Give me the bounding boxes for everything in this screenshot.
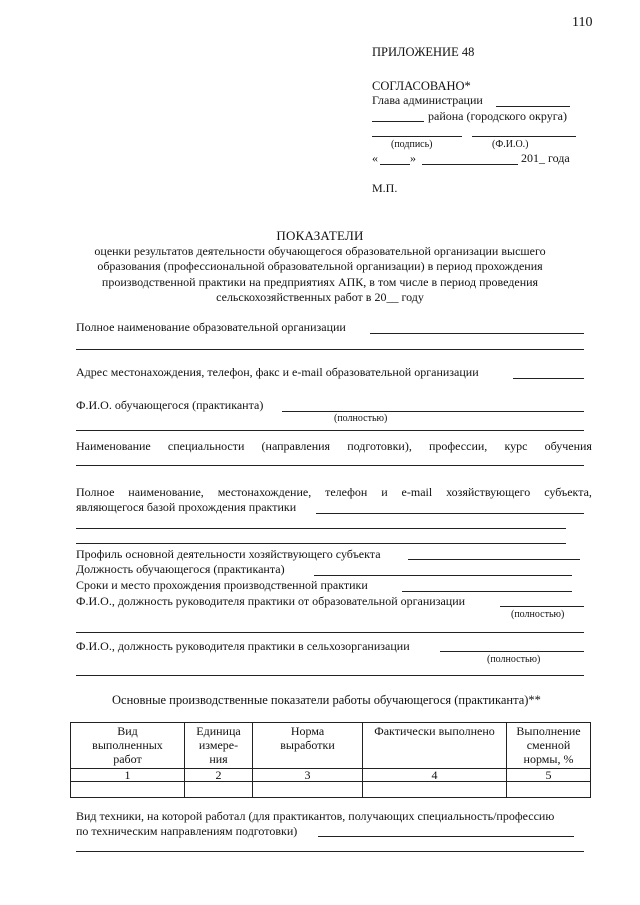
cell-fulfillment[interactable]	[507, 782, 591, 798]
entity-label-line2: являющегося базой прохождения практики	[76, 500, 297, 514]
cell-unit[interactable]	[185, 782, 253, 798]
student-fio-label: Ф.И.О. обучающегося (практиканта)	[76, 398, 264, 412]
equipment-blank[interactable]	[318, 836, 574, 837]
equipment-blank-2[interactable]	[76, 851, 584, 852]
date-day-blank[interactable]	[380, 164, 410, 165]
entity-blank-2[interactable]	[76, 528, 566, 529]
position-blank[interactable]	[314, 575, 572, 576]
page-number: 110	[572, 15, 593, 30]
table-caption: Основные производственные показатели работы обучающегося (практиканта)**	[112, 693, 541, 707]
cell-work-type[interactable]	[71, 782, 185, 798]
col-number-3: 3	[253, 769, 363, 782]
header-actual: Фактически выполнено	[363, 723, 507, 769]
supervisor-agri-caption: (полностью)	[487, 654, 541, 665]
equipment-label-line2: по техническим направлениям подготовки)	[76, 824, 298, 838]
date-year: 201_ года	[521, 151, 570, 165]
org-name-blank[interactable]	[370, 333, 584, 334]
doc-subtitle-line4: сельскохозяйственных работ в 20__ году	[216, 290, 424, 304]
supervisor-edu-caption: (полностью)	[511, 609, 565, 620]
supervisor-edu-blank-2[interactable]	[76, 632, 584, 633]
position-label: Должность обучающегося (практиканта)	[76, 562, 285, 576]
fio-blank[interactable]	[472, 136, 576, 137]
student-fio-blank-2[interactable]	[76, 430, 584, 431]
col-number-4: 4	[363, 769, 507, 782]
doc-subtitle-line2: образования (профессиональной образовательной организации) в период прохождения	[97, 259, 543, 273]
col-number-5: 5	[507, 769, 591, 782]
table-row[interactable]	[71, 782, 591, 798]
cell-norm[interactable]	[253, 782, 363, 798]
supervisor-agri-label: Ф.И.О., должность руководителя практики в сельхозорганизации	[76, 639, 410, 653]
cell-actual[interactable]	[363, 782, 507, 798]
header-fulfillment: Выполнение сменной нормы, %	[507, 723, 591, 769]
appendix-label: ПРИЛОЖЕНИЕ 48	[372, 45, 475, 59]
doc-subtitle-line1: оценки результатов деятельности обучающегося образовательной организации высшего	[94, 244, 546, 258]
table-number-row	[71, 769, 591, 782]
student-fio-caption: (полностью)	[334, 413, 388, 424]
date-month-blank[interactable]	[422, 164, 518, 165]
col-number-1: 1	[71, 769, 185, 782]
supervisor-agri-blank-2[interactable]	[76, 675, 584, 676]
head-admin-blank[interactable]	[496, 106, 570, 107]
specialty-label: Наименование специальности (направления подготовки), профессии, курс обучения	[76, 439, 592, 453]
header-unit: Единица измере- ния	[185, 723, 253, 769]
signature-caption: (подпись)	[391, 139, 433, 150]
doc-subtitle-line3: производственной практики на предприятиях АПК, в том числе в период проведения	[101, 275, 539, 289]
fio-caption: (Ф.И.О.)	[492, 139, 529, 150]
col-number-2: 2	[185, 769, 253, 782]
header-norm: Норма выработки	[253, 723, 363, 769]
signature-blank[interactable]	[372, 136, 462, 137]
approved-label: СОГЛАСОВАНО*	[372, 79, 471, 93]
address-blank[interactable]	[513, 378, 584, 379]
terms-place-label: Сроки и место прохождения производственной практики	[76, 578, 368, 592]
student-fio-blank[interactable]	[282, 411, 584, 412]
entity-profile-label: Профиль основной деятельности хозяйствующего субъекта	[76, 547, 381, 561]
date-open-quote: «	[372, 151, 378, 165]
table-header-row	[71, 723, 591, 769]
date-close-quote: »	[410, 151, 416, 165]
org-name-label: Полное наименование образовательной организации	[76, 320, 346, 334]
district-blank[interactable]	[372, 121, 424, 122]
head-admin-label: Глава администрации	[372, 93, 483, 107]
terms-place-blank[interactable]	[402, 591, 572, 592]
header-work-type: Вид выполненных работ	[71, 723, 185, 769]
supervisor-edu-label: Ф.И.О., должность руководителя практики от образовательной организации	[76, 594, 466, 608]
district-label: района (городского округа)	[428, 109, 567, 123]
doc-title: ПОКАЗАТЕЛИ	[276, 228, 364, 243]
equipment-label-line1: Вид техники, на которой работал (для практикантов, получающих специальность/профессию	[76, 809, 555, 823]
entity-blank[interactable]	[316, 513, 584, 514]
entity-profile-blank[interactable]	[408, 559, 580, 560]
address-label: Адрес местонахождения, телефон, факс и e-mail образовательной организации	[76, 365, 479, 379]
org-name-blank-2[interactable]	[76, 349, 584, 350]
supervisor-agri-blank[interactable]	[440, 651, 584, 652]
supervisor-edu-blank[interactable]	[500, 606, 584, 607]
entity-blank-3[interactable]	[76, 543, 566, 544]
performance-table	[70, 722, 591, 798]
specialty-blank[interactable]	[76, 465, 584, 466]
entity-label-line1: Полное наименование, местонахождение, телефон и e-mail хозяйствующего субъекта,	[76, 485, 592, 499]
stamp-label: М.П.	[372, 181, 398, 195]
